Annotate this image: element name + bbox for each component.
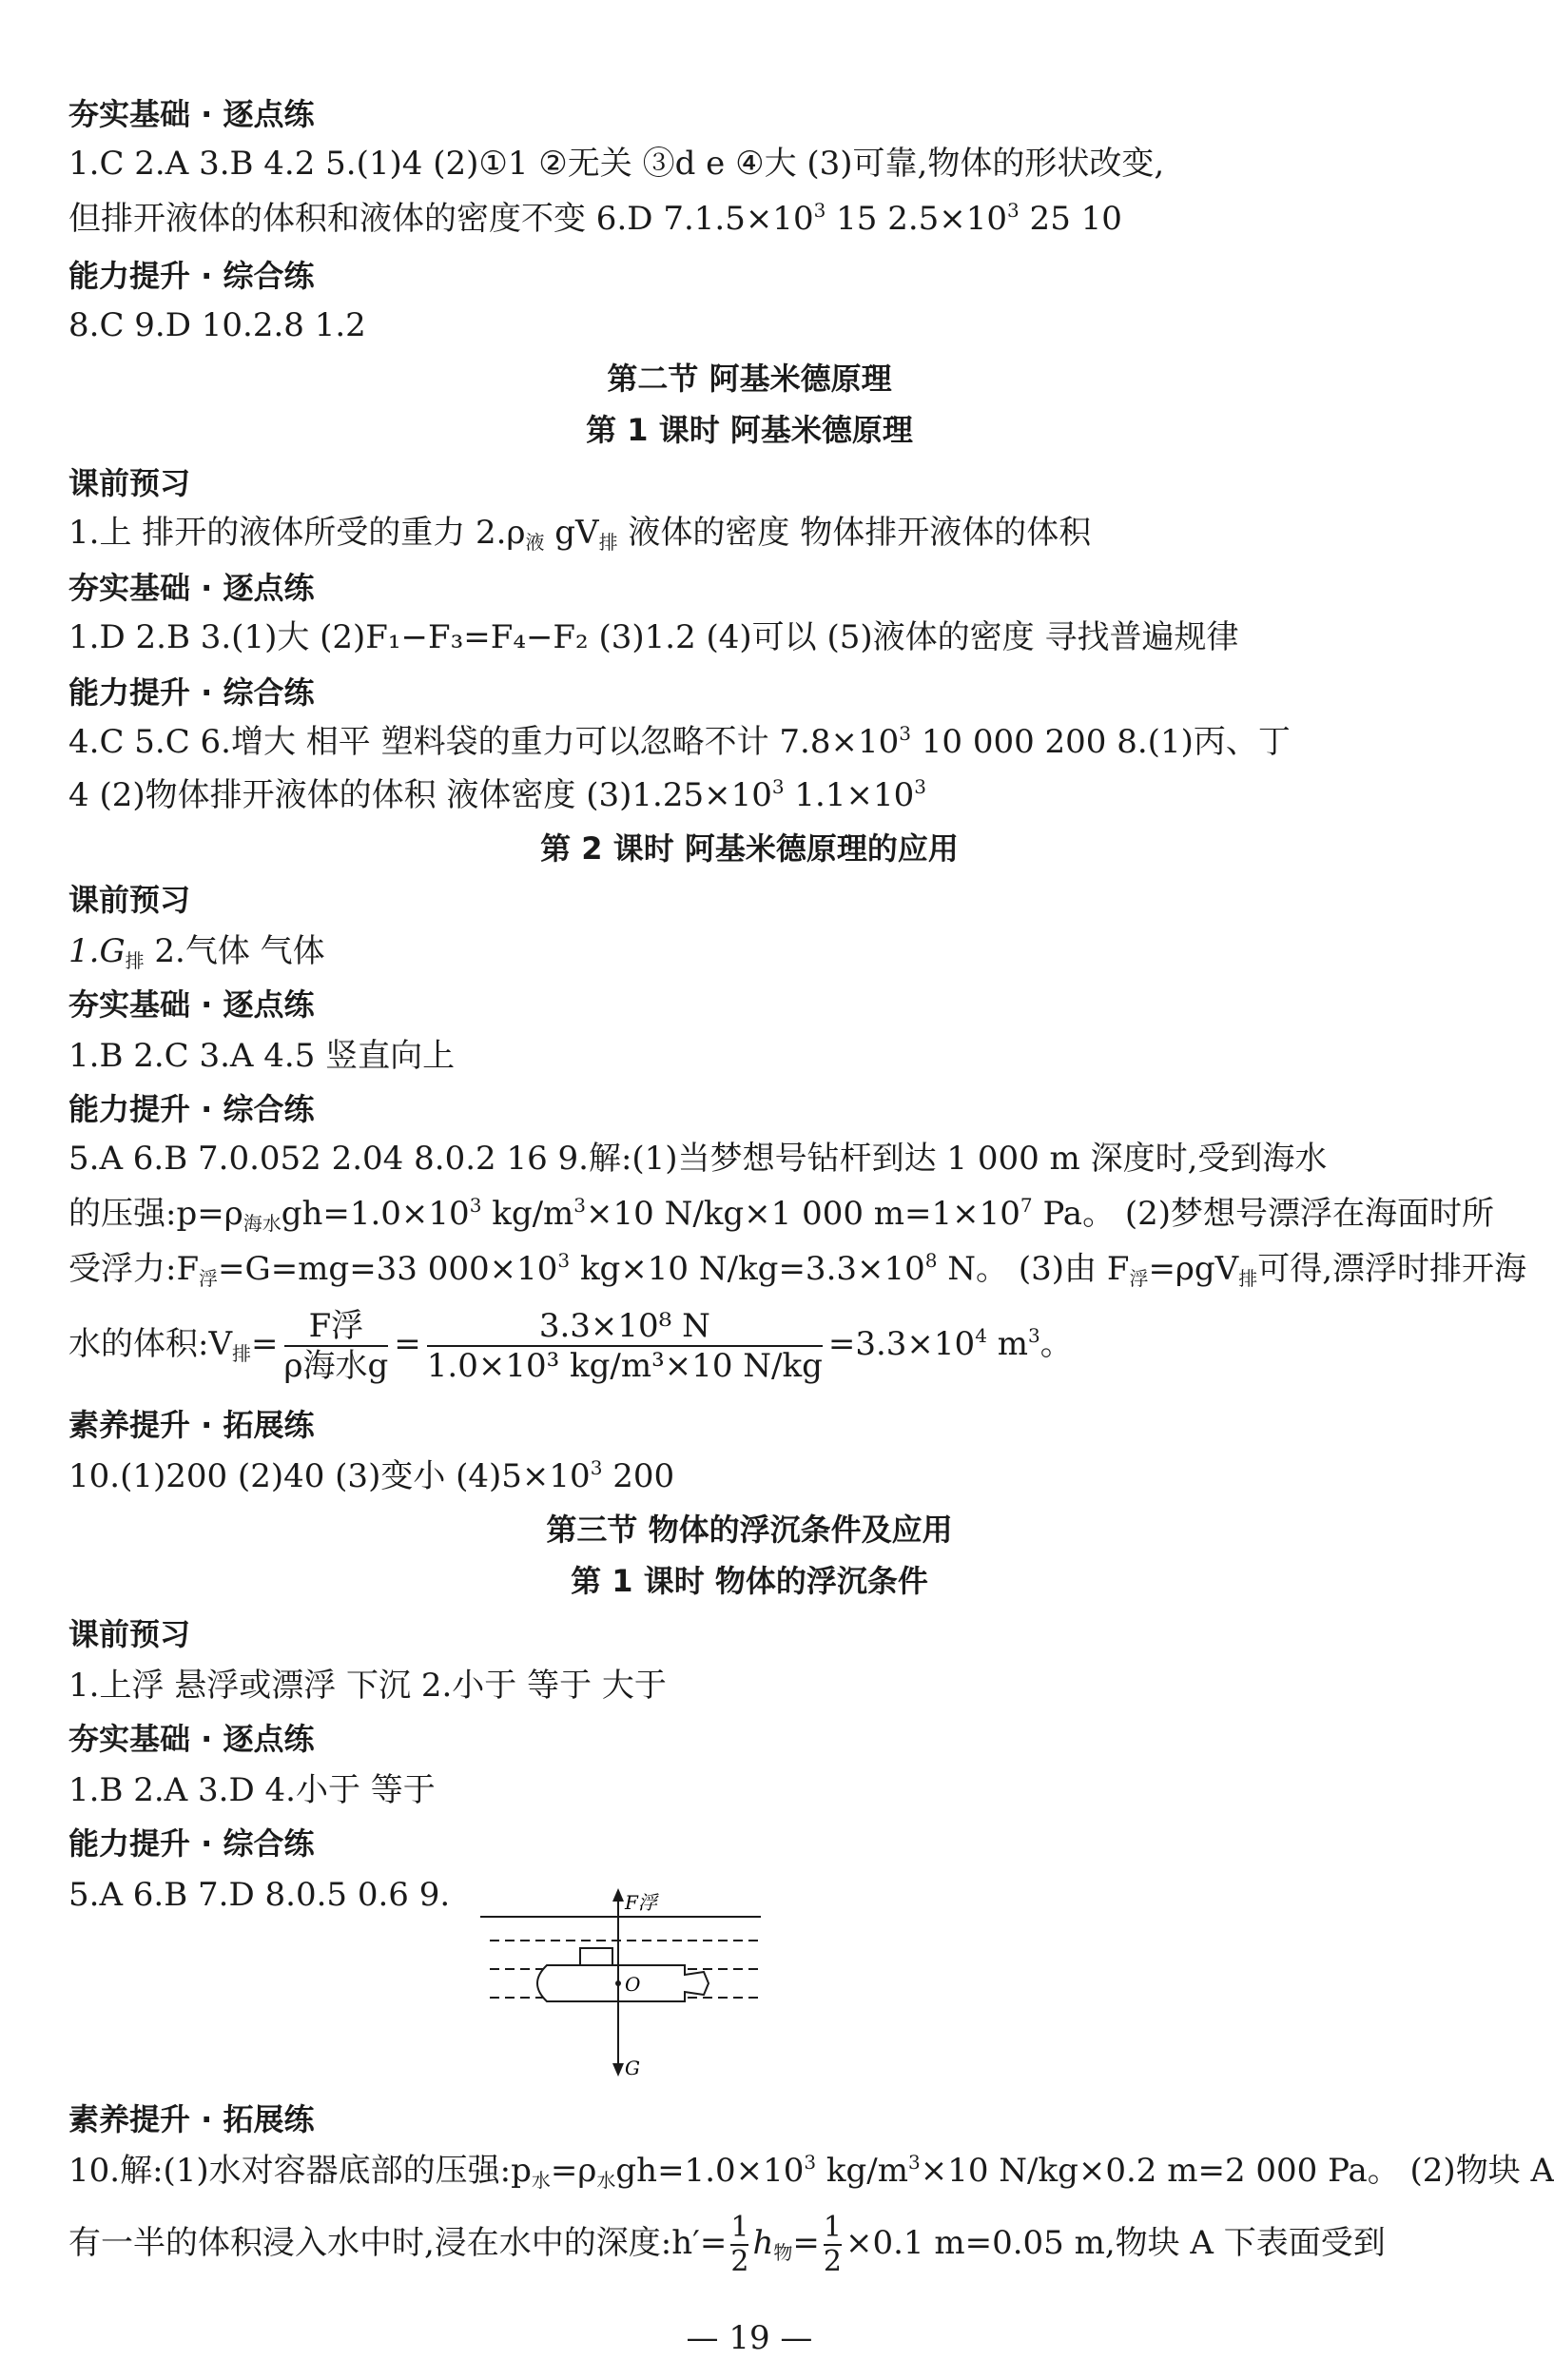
answer-line: 5.A 6.B 7.D 8.0.5 0.6 9.	[68, 1876, 451, 1914]
heading-ability: 能力提升 · 综合练	[68, 674, 315, 711]
page-number: — 19 —	[686, 2319, 813, 2357]
answer-line: 1.D 2.B 3.(1)大 (2)F₁−F₃=F₄−F₂ (3)1.2 (4)可以 (5)液体的密度 寻找普遍规律	[68, 618, 1239, 656]
answer-line: 1.上浮 悬浮或漂浮 下沉 2.小于 等于 大于	[68, 1667, 667, 1705]
section-title: 第三节 物体的浮沉条件及应用	[546, 1512, 953, 1548]
answer-line: 1.B 2.C 3.A 4.5 竖直向上	[68, 1037, 456, 1075]
submarine-hull	[537, 1965, 709, 2001]
answer-line: 1.上 排开的液体所受的重力 $2.\rho_液$ $gV_排$ 液体的密度 物体排开液体的体积	[68, 514, 1092, 554]
heading-ability: 能力提升 · 综合练	[68, 1091, 315, 1127]
heading-basic: 夯实基础 · 逐点练	[68, 986, 315, 1023]
answer-line: 的压强$:p=\rho_{海水}gh=1.0\times 10^3$ $kg/m^3\times 10$ N/kg×1 000 $m=1\times 10^7$ Pa。 (2)梦想号漂浮在海面时所	[68, 1194, 1495, 1235]
heading-ability: 能力提升 · 综合练	[68, 1825, 315, 1862]
fraction-half: $\frac{1}{2}$	[730, 2211, 749, 2278]
answer-line: $1.G_排$ 2.气体 气体	[68, 932, 325, 972]
center-point	[615, 1980, 621, 1986]
fraction-half: $\frac{1}{2}$	[823, 2211, 842, 2278]
lesson-title: 第 2 课时 阿基米德原理的应用	[540, 830, 959, 867]
fraction: $\frac{\text{3.3×10⁸ N}}{\text{1.0×10³ kg/m³×10 N/kg}}$	[426, 1307, 823, 1385]
answer-line: 但排开液体的体积和液体的密度不变 6.D $7.1.5\times 10^3$ 15 $2.5\times 10^3$ 25 10	[68, 199, 1122, 238]
fraction: $\frac{\text{F浮}}{\text{ρ海水g}}$	[283, 1307, 389, 1385]
lesson-title: 第 1 课时 物体的浮沉条件	[571, 1563, 928, 1599]
heading-preview: 课前预习	[68, 465, 191, 501]
answer-line: 1.B 2.A 3.D 4.小于 等于	[68, 1771, 436, 1809]
formula-line: 有一半的体积浸入水中时,浸在水中的深度:h′= $\frac{1}{2}$ $h_物=$ $\frac{1}{2}$ ×0.1 m=0.05 m,物块 A 下表面受到	[68, 2211, 1386, 2278]
heading-ability: 能力提升 · 综合练	[68, 258, 315, 294]
heading-preview: 课前预习	[68, 1616, 191, 1652]
center-label: O	[625, 1973, 641, 1996]
answer-line: 1.C 2.A 3.B 4.2 5.(1)4 (2)①1 ②无关 ③d e ④大 (3)可靠,物体的形状改变,	[68, 145, 1165, 183]
answer-line: 10.解:(1)水对容器底部的压强$:p_水=\rho_水gh=1.0\times 10^3$ $kg/m^3\times 10$ N/kg×0.2 m=2 000 Pa。 (2)物块 A	[68, 2151, 1554, 2192]
buoyancy-label: F浮	[625, 1891, 657, 1914]
lesson-title: 第 1 课时 阿基米德原理	[586, 412, 913, 448]
answer-line: 4 (2)物体排开液体的体积 液体密度 $(3)1.25\times 10^3$ $1.1\times 10^3$	[68, 775, 926, 814]
formula-line: 水的体积$:V_排=$ $\frac{\text{F浮}}{\text{ρ海水g}}$ = $\frac{\text{3.3×10⁸ N}}{\text{1.0×10³ kg/m³×10 N/kg}}$ $=3.3\times 10^4$ $m^3$。	[68, 1307, 1073, 1385]
submarine-force-diagram	[480, 1888, 775, 2078]
heading-basic: 夯实基础 · 逐点练	[68, 570, 315, 606]
heading-extension: 素养提升 · 拓展练	[68, 1407, 315, 1443]
answer-line: 5.A 6.B 7.0.052 2.04 8.0.2 16 9.解:(1)当梦想号钻杆到达 1 000 m 深度时,受到海水	[68, 1140, 1328, 1178]
section-title: 第二节 阿基米德原理	[607, 361, 892, 397]
gravity-arrow-head	[612, 2063, 624, 2077]
answer-line: 受浮力$:F_浮=G=mg=33$ $000\times 10^3$ kg×10 $N/kg=3.3\times 10^8$ N。 (3)由 $F_浮=\rho gV_排$可得,漂浮时排开海	[68, 1249, 1527, 1290]
heading-basic: 夯实基础 · 逐点练	[68, 1721, 315, 1757]
answer-line: 8.C 9.D 10.2.8 1.2	[68, 306, 366, 344]
heading-preview: 课前预习	[68, 882, 191, 918]
heading-basic: 夯实基础 · 逐点练	[68, 96, 315, 132]
buoyancy-arrow-head	[612, 1888, 624, 1902]
answer-line: 10.(1)200 (2)40 (3)变小 $(4)5\times 10^3$ 200	[68, 1456, 675, 1495]
submarine-tower	[580, 1948, 612, 1965]
answer-line: 4.C 5.C 6.增大 相平 塑料袋的重力可以忽略不计 $7.8\times 10^3$ 10 000 200 8.(1)丙、丁	[68, 722, 1291, 761]
gravity-label: G	[625, 2057, 640, 2079]
heading-extension: 素养提升 · 拓展练	[68, 2101, 315, 2137]
